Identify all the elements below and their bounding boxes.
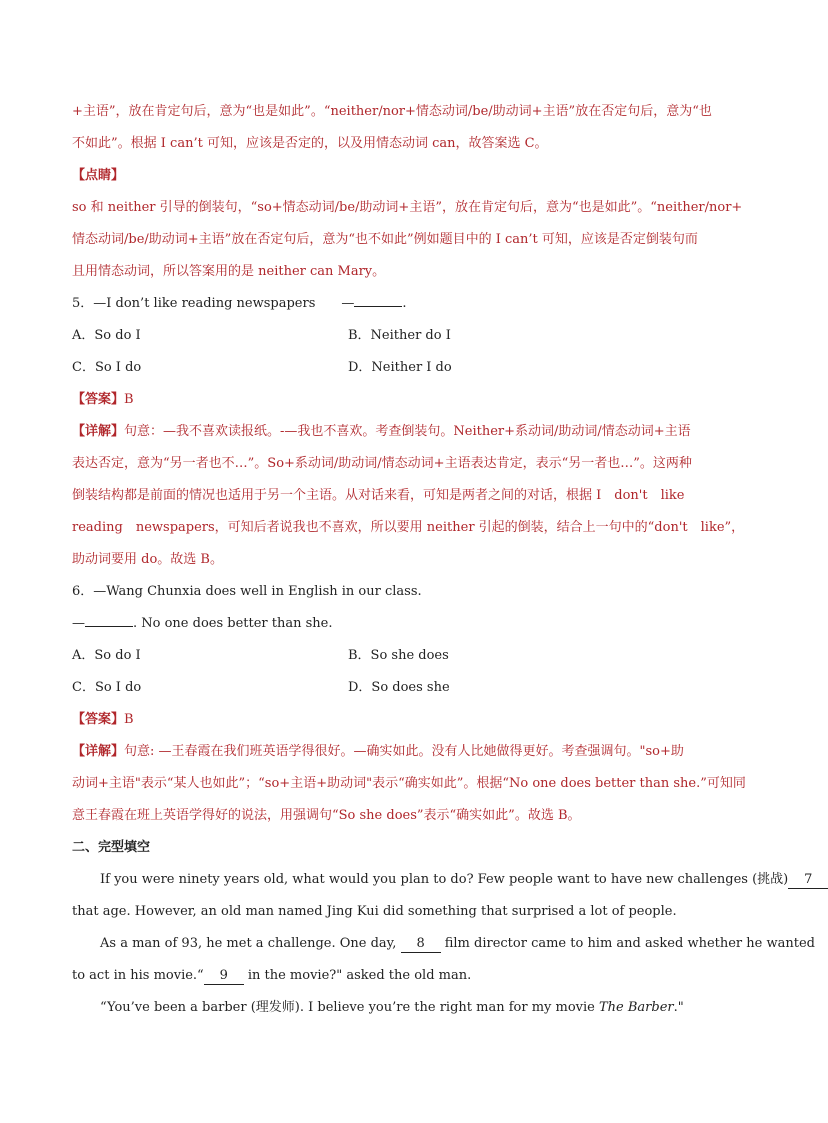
q5-detail-line: 表达否定，意为“另一者也不…”。So+系动词/助动词/情态动词+主语表达肯定，表示“另一者也…”。这两种 <box>72 456 692 471</box>
q5-stem-text: 5．—I don’t like reading newspapers — <box>72 296 355 311</box>
question-5-stem <box>72 288 722 320</box>
dianjing-tag: 【点睛】 <box>72 168 125 183</box>
passage-text: ." <box>673 1000 684 1015</box>
passage-text: in the movie?" asked the old man. <box>247 968 472 983</box>
q6-option-c: C．So I do <box>72 680 142 695</box>
dianjing-line: 情态动词/be/助动词+主语”放在否定句后，意为“也不如此”例如题目中的 I can’t 可知，应该是否定倒装句而 <box>72 232 698 247</box>
q5-answer-value: B <box>124 392 134 407</box>
q6-options-row-1 <box>72 640 722 672</box>
q6-dash: — <box>72 616 85 631</box>
explanation-line: 不如此”。根据 I can’t 可知，应该是否定的，以及用情态动词 can，故答案选 C。 <box>72 136 548 151</box>
dianjing-heading <box>72 160 722 192</box>
q5-detail-line: reading newspapers，可知后者说我也不喜欢，所以要用 neither 引起的倒装，结合上一句中的“don't like”， <box>72 520 745 535</box>
q5-options-row-2 <box>72 352 722 384</box>
dianjing-line: so 和 neither 引导的倒装句，“so+情态动词/be/助动词+主语”，放在肯定句后，意为“也是如此”。“neither/nor+ <box>72 200 743 215</box>
q6-detail-line: 动词+主语"表示“某人也如此”；“so+主语+助动词"表示“确实如此”。根据“No one does better than she.”可知同 <box>72 776 746 791</box>
passage-text: If you were ninety years old, what would you plan to do? Few people want to have new challenges (挑战) <box>100 872 789 887</box>
passage-text: As a man of 93, he met a challenge. One day, <box>100 936 397 951</box>
q5-detail-tag: 【详解】 <box>72 424 125 439</box>
q6-answer-value: B <box>124 712 134 727</box>
q5-detail-text: 句意：—我不喜欢读报纸。-—我也不喜欢。考查倒装句。Neither+系动词/助动词/情态动词+主语 <box>124 424 691 439</box>
passage-text: “You’ve been a barber (理发师). I believe you’re the right man for my movie <box>100 1000 599 1015</box>
question-6-stem: 6．—Wang Chunxia does well in English in our class. <box>72 584 422 599</box>
q5-answer <box>72 384 722 416</box>
q5-blank <box>354 292 402 307</box>
q5-detail-line <box>72 416 722 448</box>
q6-option-b: B．So she does <box>348 648 449 663</box>
q5-option-b: B．Neither do I <box>348 328 451 343</box>
q6-option-a: A．So do I <box>72 648 141 663</box>
section-title: 二、完型填空 <box>72 840 151 855</box>
blank-9: 9 <box>204 968 244 985</box>
q5-stem-end: . <box>402 296 407 311</box>
blank-8: 8 <box>401 936 441 953</box>
q6-detail-text: 句意: —王春霞在我们班英语学得很好。—确实如此。没有人比她做得更好。考查强调句。"so+助 <box>124 744 684 759</box>
q5-options-row-1 <box>72 320 722 352</box>
q6-answer-tag: 【答案】 <box>72 712 125 727</box>
blank-7: 7 <box>788 872 828 889</box>
passage-text: to act in his movie.“ <box>72 968 204 983</box>
q6-option-d: D．So does she <box>348 680 450 695</box>
q5-option-d: D．Neither I do <box>348 360 452 375</box>
passage-line: that age. However, an old man named Jing Kui did something that surprised a lot of people. <box>72 904 677 919</box>
passage-line <box>72 928 815 960</box>
q6-options-row-2 <box>72 672 722 704</box>
q6-detail-line: 意王春霞在班上英语学得好的说法，用强调句“So she does”表示“确实如此”。故选 B。 <box>72 808 581 823</box>
q6-detail-line <box>72 736 722 768</box>
explanation-line: +主语”，放在肯定句后，意为“也是如此”。“neither/nor+情态动词/be/助动词+主语”放在否定句后，意为“也 <box>72 104 712 119</box>
document-page <box>72 96 815 1024</box>
q5-option-a: A．So do I <box>72 328 141 343</box>
movie-title: The Barber <box>599 1000 674 1015</box>
passage-line <box>72 992 722 1024</box>
dianjing-line: 且用情态动词，所以答案用的是 neither can Mary。 <box>72 264 386 279</box>
q5-answer-tag: 【答案】 <box>72 392 125 407</box>
question-6-stem-2 <box>72 608 722 640</box>
q6-answer <box>72 704 722 736</box>
passage-line <box>72 864 813 896</box>
q6-stem-post: . No one does better than she. <box>133 616 333 631</box>
passage-text: film director came to him and asked whether he wanted <box>444 936 815 951</box>
q5-detail-line: 倒装结构都是前面的情况也适用于另一个主语。从对话来看，可知是两者之间的对话，根据 I don't like <box>72 488 685 503</box>
passage-line <box>72 960 722 992</box>
q6-blank <box>85 612 133 627</box>
q6-detail-tag: 【详解】 <box>72 744 125 759</box>
q5-detail-line: 助动词要用 do。故选 B。 <box>72 552 223 567</box>
q5-option-c: C．So I do <box>72 360 142 375</box>
